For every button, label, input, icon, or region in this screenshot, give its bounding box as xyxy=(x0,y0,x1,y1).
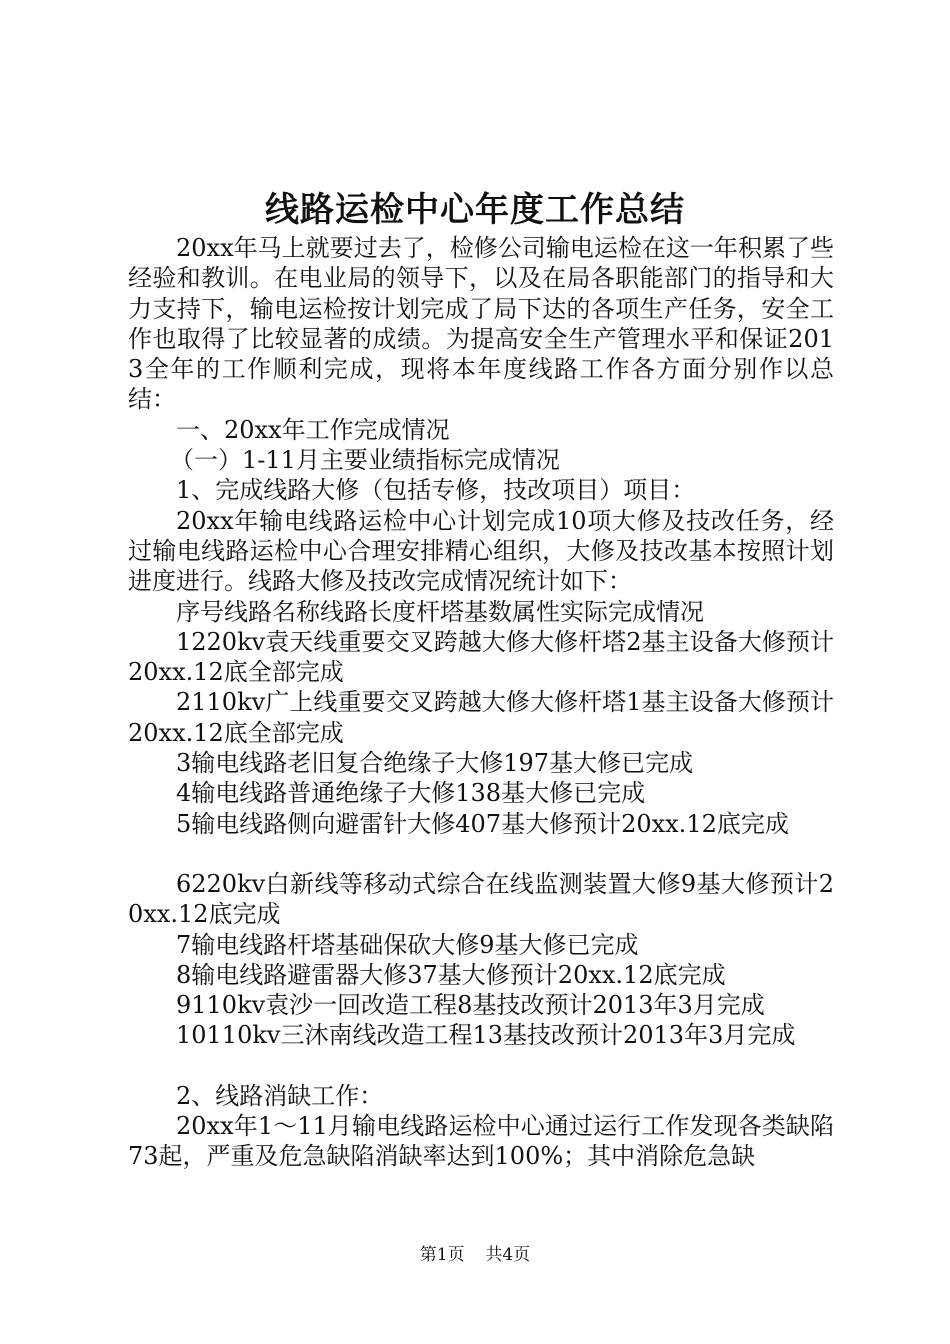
table-row: 1220kv袁天线重要交叉跨越大修大修杆塔2基主设备大修预计20xx.12底全部完成 xyxy=(128,627,834,687)
page-total: 共4页 xyxy=(485,1245,531,1265)
table-row: 2110kv广上线重要交叉跨越大修大修杆塔1基主设备大修预计20xx.12底全部完成 xyxy=(128,688,834,747)
defect-paragraph: 20xx年1～11月输电线路运检中心通过运行工作发现各类缺陷73起，严重及危急缺陷消缺率达到100%；其中消除危急缺 xyxy=(128,1112,834,1171)
page-title: 线路运检中心年度工作总结 xyxy=(265,190,685,230)
table-row: 10110kv三沐南线改造工程13基技改预计2013年3月完成 xyxy=(176,1021,796,1050)
plan-paragraph: 20xx年输电线路运检中心计划完成10项大修及技改任务，经过输电线路运检中心合理安排精心组织，大修及技改基本按照计划进度进行。线路大修及技改完成情况统计如下： xyxy=(128,506,834,596)
blank-line xyxy=(128,1051,834,1081)
table-row: 4输电线路普通绝缘子大修138基大修已完成 xyxy=(176,779,646,808)
document-body xyxy=(128,233,834,1172)
item-heading: 1、完成线路大修（包括专修，技改项目）项目： xyxy=(176,476,696,505)
table-row: 6220kv白新线等移动式综合在线监测装置大修9基大修预计20xx.12底完成 xyxy=(128,869,834,929)
table-row: 7输电线路杆塔基础保砍大修9基大修已完成 xyxy=(176,930,639,959)
table-row: 3输电线路老旧复合绝缘子大修197基大修已完成 xyxy=(176,749,694,778)
table-row: 5输电线路侧向避雷针大修407基大修预计20xx.12底完成 xyxy=(176,809,789,838)
page-number: 第1页 xyxy=(419,1245,465,1265)
section-heading: 一、20xx年工作完成情况 xyxy=(176,415,450,444)
item-heading: 2、线路消缺工作： xyxy=(176,1081,384,1110)
subsection-heading: （一）1-11月主要业绩指标完成情况 xyxy=(170,446,560,475)
page-footer xyxy=(0,1244,950,1266)
intro-paragraph: 20xx年马上就要过去了，检修公司输电运检在这一年积累了些经验和教训。在电业局的领导下，以及在局各职能部门的指导和大力支持下，输电运检按计划完成了局下达的各项生产任务，安全工作也取得了比较显著的成绩。为提高安全生产管理水平和保证2013全年的工作顺利完成，现将本年度线路工作各方面分别作以总结： xyxy=(128,234,834,414)
table-row: 8输电线路避雷器大修37基大修预计20xx.12底完成 xyxy=(176,960,726,989)
table-header-line: 序号线路名称线路长度杆塔基数属性实际完成情况 xyxy=(176,597,704,626)
blank-line xyxy=(128,839,834,869)
table-row: 9110kv袁沙一回改造工程8基技改预计2013年3月完成 xyxy=(176,991,765,1020)
